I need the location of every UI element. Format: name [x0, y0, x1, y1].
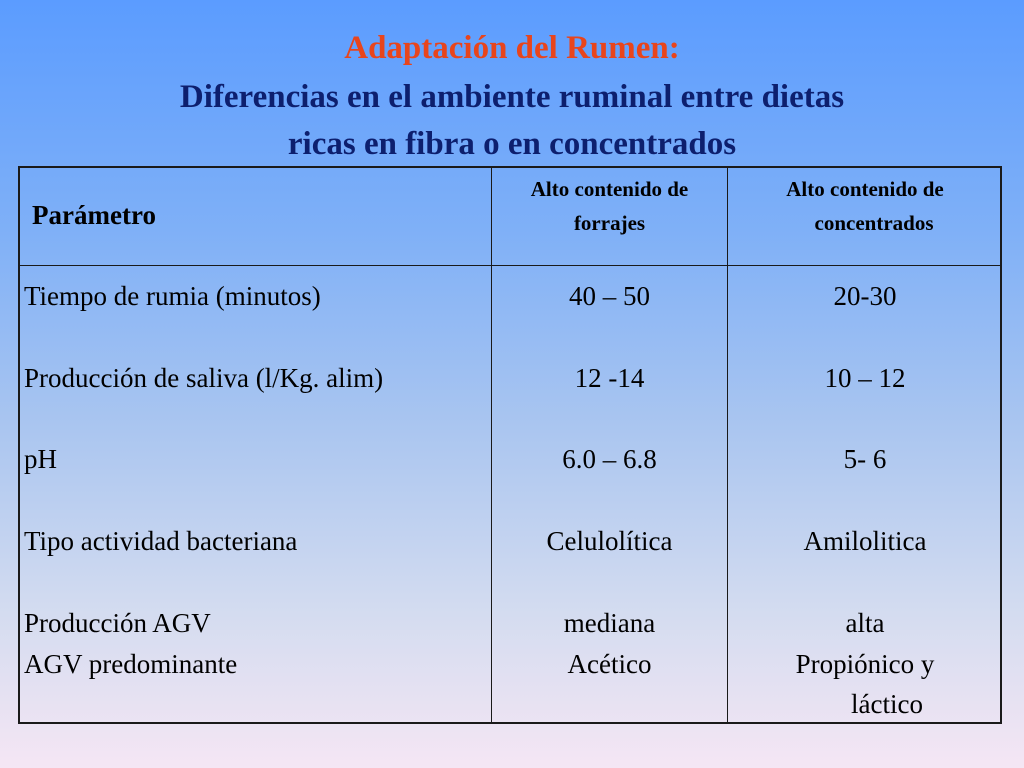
row-concentrados-saliva: 10 – 12 [824, 363, 906, 393]
slide-title-line2: Diferencias en el ambiente ruminal entre dietas [179, 79, 845, 115]
row-param-agv-predominante: AGV predominante [24, 649, 238, 679]
comparison-table [18, 166, 1002, 724]
row-param-produccion-agv: Producción AGV [24, 608, 211, 638]
row-forrajes-ph: 6.0 – 6.8 [562, 444, 657, 474]
row-param-saliva: Producción de saliva (l/Kg. alim) [24, 363, 384, 393]
row-param-tiempo-rumia: Tiempo de rumia (minutos) [24, 281, 321, 311]
header-forrajes-line2: forrajes [573, 211, 646, 235]
row-forrajes-actividad: Celulolítica [546, 526, 673, 556]
row-concentrados-agv-predominante: Propiónico y [795, 649, 935, 679]
row-forrajes-produccion-agv: mediana [563, 608, 656, 638]
row-forrajes-tiempo-rumia: 40 – 50 [569, 281, 650, 311]
header-concentrados-line2: concentrados [814, 211, 934, 235]
row-concentrados-agv-predominante-line2: láctico [851, 689, 923, 719]
header-parametro: Parámetro [32, 200, 156, 230]
row-concentrados-actividad: Amilolitica [803, 526, 927, 556]
row-concentrados-produccion-agv: alta [845, 608, 885, 638]
header-concentrados [728, 172, 1002, 240]
row-param-actividad: Tipo actividad bacteriana [24, 526, 298, 556]
slide-title-line3: ricas en fibra o en concentrados [287, 126, 737, 162]
row-forrajes-agv-predominante: Acético [567, 649, 652, 679]
header-divider [20, 265, 1000, 266]
row-forrajes-saliva: 12 -14 [574, 363, 645, 393]
row-concentrados-ph: 5- 6 [843, 444, 887, 474]
header-concentrados-line1: Alto contenido de [786, 177, 944, 201]
row-param-ph: pH [24, 444, 57, 474]
header-forrajes-line1: Alto contenido de [530, 177, 689, 201]
slide-title-line1: Adaptación del Rumen: [344, 30, 680, 66]
row-concentrados-tiempo-rumia: 20-30 [833, 281, 897, 311]
header-forrajes [492, 172, 727, 240]
